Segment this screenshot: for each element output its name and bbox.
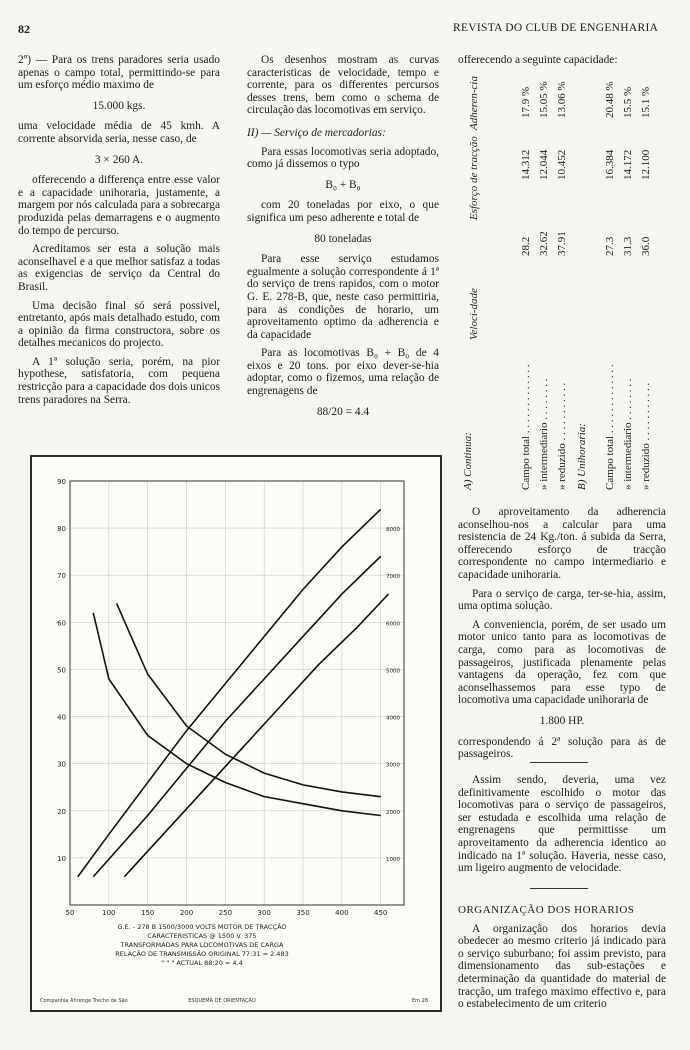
- row-label: Campo total . . . . . . . . . . . . .: [604, 364, 616, 490]
- motor-characteristics-chart: [30, 455, 442, 1012]
- left-tick-label: 70: [57, 572, 66, 581]
- x-tick-label: 50: [65, 909, 75, 917]
- page-number: 82: [18, 22, 30, 36]
- paragraph: 2º) — Para os trens paradores seria usado apenas o campo total, permittindo-se para um esforço médio maximo de: [18, 54, 220, 92]
- row-label: Campo total . . . . . . . . . . . . .: [520, 364, 532, 490]
- chart-caption-line: G.E. - 278 B 1500/3000 VOLTS MOTOR DE TRACÇÃO: [117, 923, 287, 931]
- formula: 1.800 HP.: [539, 714, 585, 727]
- row-vel: 27.3: [604, 236, 616, 256]
- formula: B₀ + B₀: [325, 178, 361, 191]
- left-tick-label: 90: [57, 478, 66, 486]
- left-tick-label: 80: [57, 525, 66, 534]
- row-adh: 15.05 %: [538, 81, 550, 118]
- left-tick-label: 30: [57, 760, 66, 769]
- row-label: » intermediario . . . . . . . .: [622, 378, 634, 490]
- formula: 3 × 260 A.: [94, 153, 144, 166]
- row-esf: 12.044: [538, 149, 550, 180]
- series-line: [117, 603, 381, 796]
- paragraph: Assim sendo, deveria, uma vez definitivamente escolhido o motor das locomotivas para o serviço de passageiros, ser estudada e escolhida uma relação de engrenagens que permittisse um aproveitamento da adherencia identico ao indicado na 1ª solução. Haveria, nesse caso, um ligeiro augmento de velocidade.: [458, 774, 666, 875]
- row-vel: 37.91: [556, 231, 568, 256]
- paragraph: A organização dos horarios devia obedecer ao mesmo criterio já indicado para o serviço suburbano; foi assim previsto, para dimensionamento das sub-estações e determinação da quantidade do material de tracção, um trafego maximo effectivo e, para o estabelecimento de um criterio: [458, 922, 666, 1011]
- right-tick-label: 2000: [386, 809, 400, 816]
- column-right-end: [458, 904, 666, 1017]
- right-tick-label: 5000: [386, 668, 400, 675]
- row-adh: 15.5 %: [622, 86, 634, 118]
- column-left: [18, 54, 220, 412]
- header-velocidade: Veloci-dade: [468, 288, 480, 340]
- paragraph: com 20 toneladas por eixo, o que significa um peso adherente e total de: [247, 199, 439, 224]
- column-right: [458, 506, 666, 767]
- row-label: » reduzido . . . . . . . . . . .: [556, 382, 568, 490]
- formula: 80 toneladas: [314, 232, 372, 245]
- series-line: [78, 509, 381, 876]
- x-tick-label: 350: [296, 909, 310, 917]
- paragraph: Os desenhos mostram as curvas caracteristicas de velocidade, tempo e corrente, para os differentes percursos desses trens, bem como o schema de circulação das locomotivas em serviço.: [247, 54, 439, 117]
- section-heading: II) — Serviço de mercadorias:: [247, 126, 386, 139]
- divider: [530, 888, 588, 889]
- row-adh: 15.1 %: [640, 86, 652, 118]
- row-label: » reduzido . . . . . . . . . . .: [640, 382, 652, 490]
- row-esf: 14.172: [622, 149, 634, 180]
- paragraph: Uma decisão final só será possivel, entretanto, após mais detalhado estudo, com a opinião da firma constructora, sobre os detalhes mecanicos do projecto.: [18, 299, 220, 350]
- chart-footer-left: Companhia Ahrenge Trecho de São: [40, 998, 128, 1004]
- chart-caption-line: TRANSFORMADAS PARA LOCOMOTIVAS DE CARGA: [120, 941, 284, 949]
- paragraph: Acreditamos ser esta a solução mais aconselhavel e a que melhor satisfaz a todas as exigencias de serviço da Central do Brasil.: [18, 243, 220, 293]
- row-esf: 10.452: [556, 149, 568, 180]
- right-tick-label: 3000: [386, 762, 400, 769]
- right-tick-label: 1000: [386, 856, 400, 863]
- left-tick-label: 40: [57, 713, 66, 722]
- paragraph: A conveniencia, porém, de ser usado um motor unico tanto para as locomotivas de carga, como para as locomotivas de passageiros, justificada plenamente pelas vantagens da operação, fez com que aconselhassemos para esse typo de locomotiva uma capacidade unihoraria de: [458, 618, 666, 707]
- row-vel: 36.0: [640, 236, 652, 256]
- chart-caption-line: " " " ACTUAL 88:20 = 4.4: [161, 959, 243, 967]
- right-tick-label: 6000: [386, 621, 400, 628]
- paragraph: Para esse serviço estudamos egualmente a solução correspondente á 1ª do serviço de trens rapidos, com o motor G. E. 278-B, que, neste caso permittiria, para as condições de horario, um aproveitamento optimo da adherencia e da capacidade: [247, 253, 439, 341]
- journal-title: REVISTA DO CLUB DE ENGENHARIA: [453, 22, 659, 34]
- row-adh: 20.48 %: [604, 81, 616, 118]
- row-adh: 13.06 %: [556, 81, 568, 118]
- row-esf: 16.384: [604, 149, 616, 180]
- chart-caption-line: RELAÇÃO DE TRANSMISSÃO ORIGINAL 77:31 = 2.483: [115, 950, 289, 958]
- chart-canvas: [32, 457, 440, 1010]
- x-tick-label: 200: [179, 909, 194, 917]
- row-vel: 31.3: [622, 236, 634, 256]
- series-line: [93, 613, 380, 816]
- formula: 88/20 = 4.4: [316, 405, 370, 418]
- group-continua: A) Continua:: [462, 432, 474, 490]
- chart-caption-line: CARACTERISTICAS @ 1500 V. 375: [147, 932, 257, 940]
- column-right-cont: [458, 774, 666, 881]
- row-esf: 12.100: [640, 149, 652, 180]
- paragraph: O aproveitamento da adherencia aconselhou-nos a calcular para uma resistencia de 24 Kg./ton. á subida da Serra, offerecendo esforço de tracção correspondente no campo intermediario e capacidade unihoraria.: [458, 506, 666, 581]
- x-tick-label: 300: [257, 909, 271, 917]
- chart-footer-mid: ESQUEMA DE ORIENTAÇÃO: [188, 998, 256, 1004]
- x-tick-label: 250: [218, 909, 233, 917]
- header-adherencia: Adheren-cia: [468, 76, 480, 130]
- row-esf: 14.312: [520, 149, 532, 180]
- x-tick-label: 450: [374, 909, 388, 917]
- paragraph: Para o serviço de carga, ter-se-hia, assim, uma optima solução.: [458, 587, 666, 613]
- right-tick-label: 7000: [386, 574, 400, 581]
- formula: 15.000 kgs.: [92, 99, 146, 112]
- row-vel: 32.62: [538, 231, 550, 256]
- row-vel: 28.2: [520, 236, 532, 256]
- paragraph: A 1ª solução seria, porém, na pior hypothese, satisfatoria, com pequena restricção para a capacidade dos dois unicos trens paradores na Serra.: [18, 355, 220, 406]
- divider: [530, 762, 588, 763]
- right-tick-label: 4000: [386, 715, 400, 722]
- row-adh: 17.9 %: [520, 86, 532, 118]
- right-tick-label: 8000: [386, 527, 400, 534]
- x-tick-label: 150: [140, 909, 155, 917]
- column-middle: [247, 54, 439, 426]
- paragraph: Para essas locomotivas seria adoptado, como já dissemos o typo: [247, 145, 439, 171]
- plot-area: [70, 481, 404, 905]
- left-tick-label: 60: [57, 619, 66, 628]
- paragraph: correspondendo á 2ª solução para as de passageiros.: [458, 735, 666, 761]
- paragraph: offerecendo a differença entre esse valor e a capacidade unihoraria, justamente, a margem por nós calculada para a sobrecarga produzida pelas demarragens e o augmento do tempo de percurso.: [18, 174, 220, 237]
- row-label: » intermediario . . . . . . . .: [538, 378, 550, 490]
- paragraph: uma velocidade média de 45 kmh. A corrente absorvida seria, nesse caso, de: [18, 120, 220, 145]
- group-unihoraria: B) Unihoraria:: [576, 423, 588, 490]
- left-tick-label: 50: [57, 666, 66, 675]
- x-tick-label: 400: [335, 909, 349, 917]
- chart-footer-right: Em 28: [412, 998, 428, 1004]
- table-intro: offerecendo a seguinte capacidade:: [458, 54, 618, 66]
- left-tick-label: 10: [57, 854, 66, 863]
- header-esforco: Esforço de tracção: [468, 136, 480, 220]
- capacity-table: [458, 70, 690, 496]
- left-tick-label: 20: [57, 807, 66, 816]
- paragraph: Para as locomotivas B₀ + B₀ de 4 eixos e 20 tons. por eixo dever-se-hia adoptar, como o fizemos, uma relação de engrenagens de: [247, 347, 439, 398]
- x-tick-label: 100: [102, 909, 116, 917]
- section-heading: ORGANIZAÇÃO DOS HORARIOS: [458, 904, 635, 916]
- series-line: [124, 594, 388, 877]
